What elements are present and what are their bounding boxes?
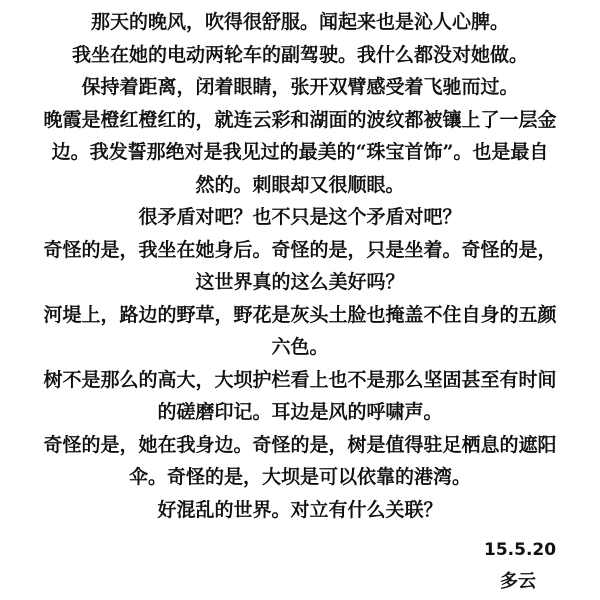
text-line-7: 很矛盾对吧？也不只是这个矛盾对吧？ xyxy=(138,206,462,228)
text-line-5: 边。我发誓那绝对是我见过的最美的“珠宝首饰”。也是最自 xyxy=(51,141,549,163)
text-line-13: 的磋磨印记。耳边是风的呼啸声。 xyxy=(157,401,443,423)
text-line-12: 树不是那么的高大，大坝护栏看上也不是那么坚固甚至有时间 xyxy=(43,368,557,391)
text-line-10: 河堤上，路边的野草，野花是灰头土脸也掩盖不住自身的五颜 xyxy=(43,303,557,326)
text-line-16: 好混乱的世界。对立有什么关联？ xyxy=(157,498,443,521)
text-line-11: 六色。 xyxy=(271,336,329,358)
signature: 多云 xyxy=(500,571,536,592)
text-line-6: 然的。刺眼却又很顺眼。 xyxy=(195,173,405,196)
text-line-3: 保持着距离，闭着眼睛，张开双臂感受着飞驰而过。 xyxy=(81,76,519,98)
text-line-15: 伞。奇怪的是，大坝是可以依靠的港湾。 xyxy=(128,466,471,488)
text-line-2: 我坐在她的电动两轮车的副驾驶。我什么都没对她做。 xyxy=(71,43,528,66)
text-line-14: 奇怪的是，她在我身边。奇怪的是，树是值得驻足栖息的遮阳 xyxy=(43,433,557,456)
text-line-1: 那天的晚风，吹得很舒服。闻起来也是沁人心脾。 xyxy=(90,11,509,33)
text-line-8: 奇怪的是，我坐在她身后。奇怪的是，只是坐着。奇怪的是， xyxy=(43,238,557,261)
text-line-4: 晚霞是橙红橙红的，就连云彩和湖面的波纹都被镶上了一层金 xyxy=(43,108,557,131)
date-label: 15.5.20 xyxy=(484,540,557,560)
text-line-9: 这世界真的这么美好吗？ xyxy=(195,271,405,293)
